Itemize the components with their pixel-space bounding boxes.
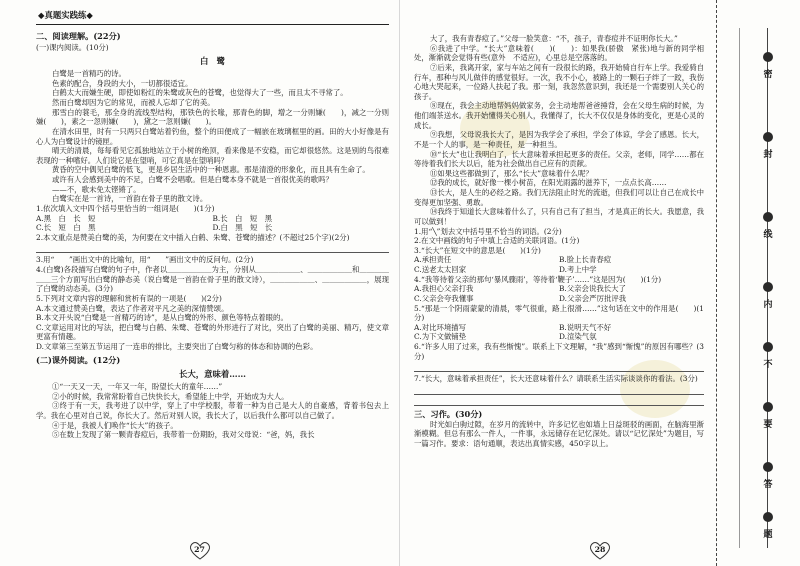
essay-paragraph: 晴天的清晨，每每看见它孤独地站立于小树的绝顶，看来像是不安稳，而它却很悠然。这是别的鸟很难表现的一种嗜好。人们说它是在望哨，可它真是在望哨吗？ bbox=[36, 146, 389, 165]
option: D.白 黑 短 长 bbox=[212, 223, 273, 233]
essay-paragraphs bbox=[36, 69, 389, 204]
essay-paragraph: 白鹭是一首精巧的诗。 bbox=[52, 69, 126, 79]
seal-char: 要 bbox=[763, 420, 773, 430]
answer-line[interactable] bbox=[36, 244, 389, 253]
page-number-right bbox=[588, 540, 612, 560]
essay2-paragraphs bbox=[36, 382, 389, 440]
r-question-5: 5.“那是一个阴雨蒙蒙的清晨，零气很重，路上很滑……”这句话在文中的作用是( )(1分) bbox=[414, 303, 704, 323]
seal-char: 密 bbox=[763, 70, 773, 80]
seal-dot bbox=[763, 212, 773, 222]
essay2-paragraph: ⑨我想，父母说我长大了，是因为我学会了承担，学会了体谅，学会了感恩。长大，不是一个人的事，是一种责任，是一种担当。 bbox=[414, 130, 704, 149]
r-question-4: 4.“我等待着父亲的那句‘暴风骤雨’，等待着‘鞭子’……”这是因为( )(1分) bbox=[414, 274, 662, 284]
option: B.父亲会说我长大了 bbox=[559, 284, 626, 294]
seal-char: 封 bbox=[763, 150, 773, 160]
r-question-6: 6.“许多人用了过来，我有些惭愧”。联系上下文理解，“我”感到“惭愧”的原因有哪些？(3分) bbox=[414, 342, 704, 361]
question-4: 4.(白鹭)各段描写白鹭的句子中，作者以＿＿＿＿＿＿为主，分别从＿＿＿＿＿＿、＿＿＿＿＿＿和＿＿＿＿＿＿三个方面写出白鹭的静态美（说白鹭是一首韵在骨子里的散文诗），＿＿＿＿＿＿、＿＿＿＿＿＿，展现了白鹭的动态美。(3分) bbox=[36, 265, 389, 294]
section-title: 二、阅读理解。(22分) bbox=[36, 30, 121, 41]
option: C.为下文做铺垫 bbox=[414, 332, 467, 342]
subsection-extra-reading: (二)课外阅读。(12分) bbox=[36, 354, 121, 365]
question-5: 5.下列对文章内容的理解和赏析有误的一项是( )(2分) bbox=[36, 293, 222, 303]
seal-char: 答 bbox=[763, 480, 773, 490]
seal-line-margin bbox=[716, 0, 800, 566]
option: A.我担心父亲打我 bbox=[414, 284, 474, 294]
section-header-label: ◆真题实践练◆ bbox=[38, 10, 93, 20]
option: A.对比环境描写 bbox=[414, 322, 467, 332]
question-5-options bbox=[36, 304, 389, 352]
essay-paragraph: 或许有人会感到美中的不足，白鹭不会唱歌。但是白鹭本身不就是一首很优美的歌吗？ bbox=[52, 175, 333, 184]
seal-char: 线 bbox=[763, 230, 773, 240]
option: D.文章第三至第五节运用了一连串的排比，主要突出了白鹭匀称的体态和协调的色彩。 bbox=[36, 342, 318, 351]
option: A.黑 白 长 短 bbox=[36, 213, 96, 223]
option: D.渲染气氛 bbox=[559, 332, 597, 342]
essay2-paragraph: ④于是，我被人们唤作“长大”的孩子。 bbox=[52, 420, 178, 430]
essay2-paragraph: ⑧现在，我会主动地帮妈妈做家务，会主动地帮爸爸捶背，会在父母生病的时候，为他们端茶送水。我开始懂得关心别人，我懂得了，长大不仅仅是身体的变化，更是心灵的成长。 bbox=[414, 101, 704, 130]
question-1: 1.依次填入文中四个括号里恰当的一组词是( )(1分) bbox=[36, 203, 215, 213]
essay-paragraph: 然而白鹭却因为它的常见，而被人忘却了它的美。 bbox=[52, 98, 215, 107]
option: C.送老太太回家 bbox=[414, 265, 467, 274]
seal-dot bbox=[763, 402, 773, 412]
essay2-paragraph: 大了，我有青春痘了。”父母一脸笑意：“不，孩子，青春痘并不证明你长大。” bbox=[430, 34, 678, 43]
answer-line[interactable] bbox=[414, 397, 704, 406]
r-question-7: 7.“长大，意味着承担责任”，长大还意味着什么？请联系生活实际谈谈你的看法。(3分) bbox=[414, 374, 698, 384]
r-question-4-options bbox=[414, 284, 704, 303]
essay2-paragraph: ②小的时候，我常常盼着自己快快长大，希望能上中学，开始成为大人。 bbox=[52, 391, 289, 401]
essay-paragraph: 白鹤太大而嫌生硬，即使如粉红的朱鹭或灰色的苍鹭，也觉得大了一些，而且太不寻常了。 bbox=[52, 88, 348, 98]
r-question-1: 1.用“╲”划去文中括号里不恰当的词语。(2分) bbox=[414, 226, 562, 236]
seal-dot bbox=[763, 52, 773, 62]
option: B.本文开头说“白鹭是一首精巧的诗”，是从白鹭的外形、颜色等特点着眼的。 bbox=[36, 313, 288, 323]
essay-paragraph: 黄昏的空中偶见白鹭的低飞，更是乡居生活中的一种恩惠。那是清澄的形象化，而且具有生命了。 bbox=[52, 165, 370, 175]
essay2-paragraph: ③终于有一天，我考进了以中学，穿上了中学校服，带着一种为自己是大人的自豪感，背着书包去上学。我在心里对自己说，你长大了。然后对别人说，我长大了，以后我什么都可以自己做了。 bbox=[36, 401, 389, 421]
seal-char: 题 bbox=[763, 530, 773, 540]
essay-paragraph: ——不，歌未免太铿锵了。 bbox=[52, 184, 141, 194]
essay-paragraph: 白鹭实在是一首诗，一首韵在骨子里的散文诗。 bbox=[52, 194, 208, 204]
essay2-paragraph: ⑭我终于知道长大意味着什么了，只有自己有了担当，才是真正的长大。我愿意，我可以做到！ bbox=[414, 207, 704, 226]
composition-prompt: 时光如白驹过隙，在岁月的流转中，许多记忆也如墙上日益斑驳的画面，在脑海里渐渐模糊。但总有那么一件人，一件事，永远储存在记忆深处。请以“记忆深处”为题目，写一篇习作。要求：语句通顺，表达出真情实感，450字以上。 bbox=[414, 419, 704, 448]
answer-line[interactable] bbox=[414, 386, 704, 395]
essay2-paragraph: ⑩“长大”也让我明白了，长大意味着承担起更多的责任。父亲，老师，同学……都在等待着我们长大以后，能为社会做出自己应有的贡献。 bbox=[414, 149, 704, 169]
essay2-paragraph: ⑤在数上发现了第一颗青春痘后，我带着一份期盼，我对父母说：“爸，妈，我长 bbox=[52, 430, 315, 440]
option: D.父亲会严厉批评我 bbox=[559, 293, 627, 303]
essay2-title: 长大，意味着…… bbox=[179, 369, 246, 380]
left-page-content bbox=[0, 0, 399, 566]
question-3: 3.用“ ”画出文中的比喻句，用“ ”画出文中的反问句。(2分) bbox=[36, 255, 254, 265]
option: C.文章运用对比的写法，把白鹭与白鹤、朱鹭、苍鹭的外形进行了对比，突出了白鹭的美丽、精巧，使文章更富有情趣。 bbox=[36, 322, 389, 342]
r-question-3-options bbox=[414, 255, 704, 274]
r-question-3: 3.“长大”在短文中的意思是( )(1分) bbox=[414, 245, 541, 255]
essay2-paragraph: ⑬长大，是人生的必经之路。我们无法阻止时光的流逝，但我们可以让自己在成长中变得更加坚强、勇敢。 bbox=[414, 188, 704, 207]
page-number-left-text: 27 bbox=[194, 545, 205, 554]
essay-title: 白 鹭 bbox=[199, 56, 226, 67]
r-question-2: 2.在文中画线的句子中填上合适的关联词语。(1分) bbox=[414, 236, 580, 246]
essay2-continued bbox=[414, 34, 704, 227]
question-2: 2.本文重点是赞美白鹭的美，为何要在文中插入白鹤、朱鹭、苍鹭的描述？(不超过25个字)(2分) bbox=[36, 232, 350, 242]
option: B.脸上长青春痘 bbox=[559, 255, 612, 265]
margin-rule bbox=[739, 28, 740, 548]
question-1-options bbox=[36, 214, 389, 233]
option: A.本文通过赞美白鹭，表达了作者对平凡之美的深情赞颂。 bbox=[36, 303, 229, 313]
seal-dot bbox=[763, 342, 773, 352]
seal-dot bbox=[763, 512, 773, 522]
option: D.考上中学 bbox=[559, 265, 597, 274]
seal-dot bbox=[763, 462, 773, 472]
page-number-left bbox=[188, 540, 212, 560]
option: B.长 白 短 黑 bbox=[212, 213, 273, 223]
header-rule bbox=[36, 24, 389, 25]
essay-paragraph: 在清水田里，时有一只两只白鹭站着钓鱼，整个的田便成了一幅嵌在玻璃框里的画。田的大小好像是有心人为白鹭设计的镜匣。 bbox=[36, 126, 389, 146]
composition-section: 三、习作。(30分) bbox=[414, 408, 483, 419]
subsection-in-class: (一)课内阅读。(10分) bbox=[36, 42, 109, 52]
seal-dot bbox=[763, 282, 773, 292]
option: B.说明天气不好 bbox=[559, 322, 612, 332]
essay-paragraph: 那雪白的蓑毛，那全身的流线型结构，那铁色的长喙，那青色的脚，增之一分则嫌( )，减之一分则嫌( )，素之一忽则嫌( )，黛之一忽则嫌( )。 bbox=[36, 107, 389, 127]
seal-char: 内 bbox=[763, 300, 773, 310]
page-number-right-text: 28 bbox=[594, 545, 606, 554]
option: A.承担责任 bbox=[414, 255, 452, 265]
right-page bbox=[400, 0, 800, 566]
essay2-paragraph: ⑦后来，我离开家，家与车站之间有一段很长的路，我开始骑自行车上学。我爱骑自行车，那种与风儿做伴的感觉很好。一次，我不小心，被路上的一颗石子绊了一跤，我伤心地大哭起来，一位路人扶起了我。那一刻，我忽然意识到，我还是一个需要别人关心的孩子。 bbox=[414, 62, 704, 101]
essay2-paragraph: ①“一天又一天，一年又一年，盼望长大的童年……” bbox=[52, 382, 223, 392]
seal-dot bbox=[763, 132, 773, 142]
essay2-paragraph: ⑪如果这些都做到了，那么“长大”意味着什么呢？ bbox=[430, 168, 593, 178]
essay2-paragraph: ⑫我的成长，就好像一棵小树苗，在阳光雨露的滋养下，一点点长高…… bbox=[430, 178, 667, 188]
answer-line[interactable] bbox=[414, 363, 704, 372]
essay2-paragraph: ⑥我进了中学。“长大”意味着( )( )：如果我(骄傲 紧张)地与新的同学相处，渐渐就会觉得有些(意外 不适应)，心里总是空落落的。 bbox=[414, 43, 704, 63]
essay-paragraph: 色素的配合，身段的大小，一切都很适宜。 bbox=[52, 78, 193, 88]
option: C.长 短 白 黑 bbox=[36, 223, 96, 233]
option: C.父亲会夸我懂事 bbox=[414, 293, 474, 303]
seal-char: 不 bbox=[763, 360, 773, 370]
r-question-5-options bbox=[414, 323, 704, 342]
